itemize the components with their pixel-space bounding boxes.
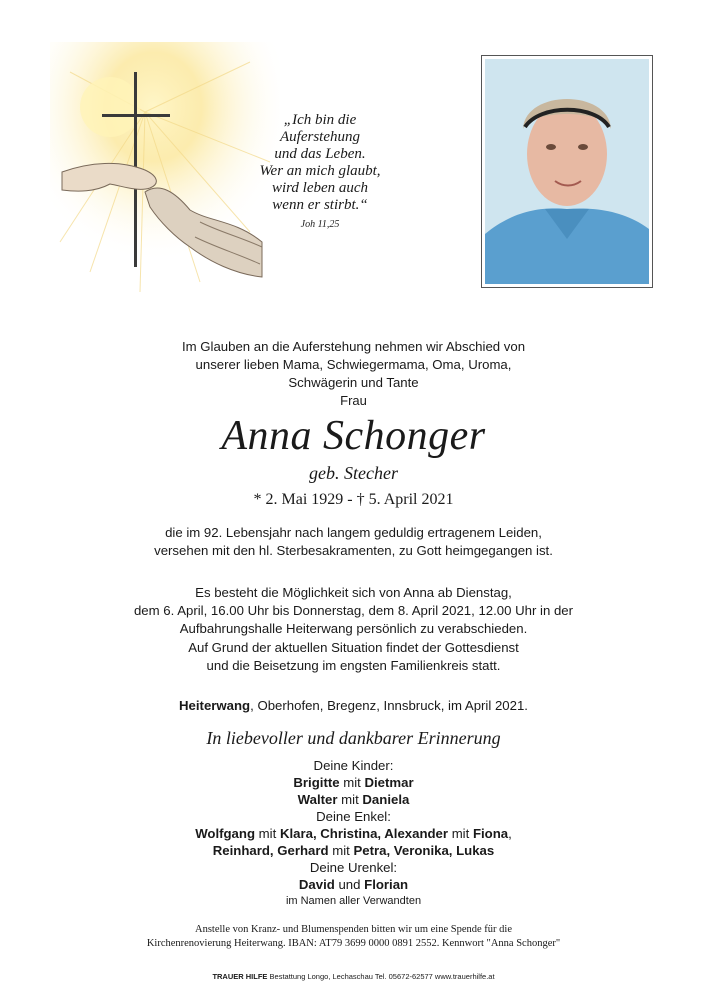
service-line: Auf Grund der aktuellen Situation findet der Gottesdienst [188,640,519,655]
intro-line: unserer lieben Mama, Schwiegermama, Oma, Uroma, [195,357,512,372]
family-entry [0,842,707,859]
punctuation: , [508,826,512,841]
conjunction: mit [337,792,363,807]
family-entry [0,774,707,791]
life-dates: * 2. Mai 1929 - † 5. April 2021 [253,491,454,508]
intro-line: Im Glauben an die Auferstehung nehmen wir Abschied von [181,339,526,354]
donation-line: Anstelle von Kranz- und Blumenspenden bitten wir um eine Spende für die [195,924,512,935]
viewing-line: Es besteht die Möglichkeit sich von Anna ab Dienstag, [195,585,512,600]
intro-line: Schwägerin und Tante [288,375,419,390]
quote-reference: Joh 11,25 [300,219,340,230]
conjunction: mit [255,826,280,841]
family-name: Wolfgang [195,826,256,841]
viewing-info [0,584,707,638]
quote-line: „Ich bin die Auferstehung [280,112,360,145]
family-name: Fiona [472,826,509,841]
family-name: Walter [297,792,338,807]
quote-line: wird leben auch [271,180,369,196]
family-name: Florian [364,877,409,892]
death-notice-line: die im 92. Lebensjahr nach langem geduldig ertragenem Leiden, [165,525,542,540]
quote-line: Wer an mich glaubt, [259,163,381,179]
family-list [0,757,707,910]
footer-brand: TRAUER HILFE [212,972,268,981]
salutation: Frau [340,393,367,408]
deceased-name: Anna Schonger [221,413,486,459]
family-name: , Gerhard [269,843,329,858]
family-name: , Christina, Alexander [312,826,449,841]
places-rest: , Oberhofen, Bregenz, Innsbruck, im April 2021. [250,698,528,713]
donation-line: Kirchenrenovierung Heiterwang. IBAN: AT79 3699 0000 0891 2552. Kennwort "Anna Schonger" [146,938,561,949]
family-name: , Veronika, Lukas [386,843,495,858]
conjunction: mit [448,826,473,841]
family-name: Brigitte [293,775,340,790]
quote-line: und das Leben. [274,146,366,162]
family-name: Petra [353,843,387,858]
family-entry [0,876,707,893]
quote-line: wenn er stirbt.“ [272,197,368,213]
viewing-line: Aufbahrungshalle Heiterwang persönlich zu verabschieden. [179,621,528,636]
conjunction: und [334,877,365,892]
family-entry [0,791,707,808]
service-line: und die Beisetzung im engsten Familienkreis statt. [206,658,501,673]
death-notice-line: versehen mit den hl. Sterbesakramenten, zu Gott heimgegangen ist. [154,543,553,558]
places-date [0,698,707,713]
conjunction: mit [339,775,365,790]
bible-quote [255,112,385,232]
viewing-line: dem 6. April, 16.00 Uhr bis Donnerstag, dem 8. April 2021, 12.00 Uhr in der [133,603,574,618]
portrait-photo [481,55,653,288]
memory-heading: In liebevoller und dankbarer Erinnerung [206,728,501,748]
family-name: David [298,877,335,892]
place-bold: Heiterwang [179,698,251,713]
family-name: Reinhard [212,843,270,858]
maiden-name: geb. Stecher [309,463,398,483]
family-entry [0,825,707,842]
children-heading: Deine Kinder: [313,758,394,773]
donation-note [0,923,707,951]
family-name: Klara [279,826,313,841]
footer-text: Bestattung Longo, Lechaschau Tel. 05672-62577 www.trauerhilfe.at [267,972,495,981]
conjunction: mit [328,843,354,858]
relatives-line: im Namen aller Verwandten [285,895,422,907]
family-name: Dietmar [364,775,414,790]
great-grandchildren-heading: Deine Urenkel: [309,860,398,875]
service-info [0,639,707,675]
footer [0,972,707,981]
grandchildren-heading: Deine Enkel: [316,809,391,824]
intro-text [0,338,707,392]
cross-hands-illustration [50,42,280,302]
family-name: Daniela [362,792,410,807]
death-notice [0,524,707,560]
